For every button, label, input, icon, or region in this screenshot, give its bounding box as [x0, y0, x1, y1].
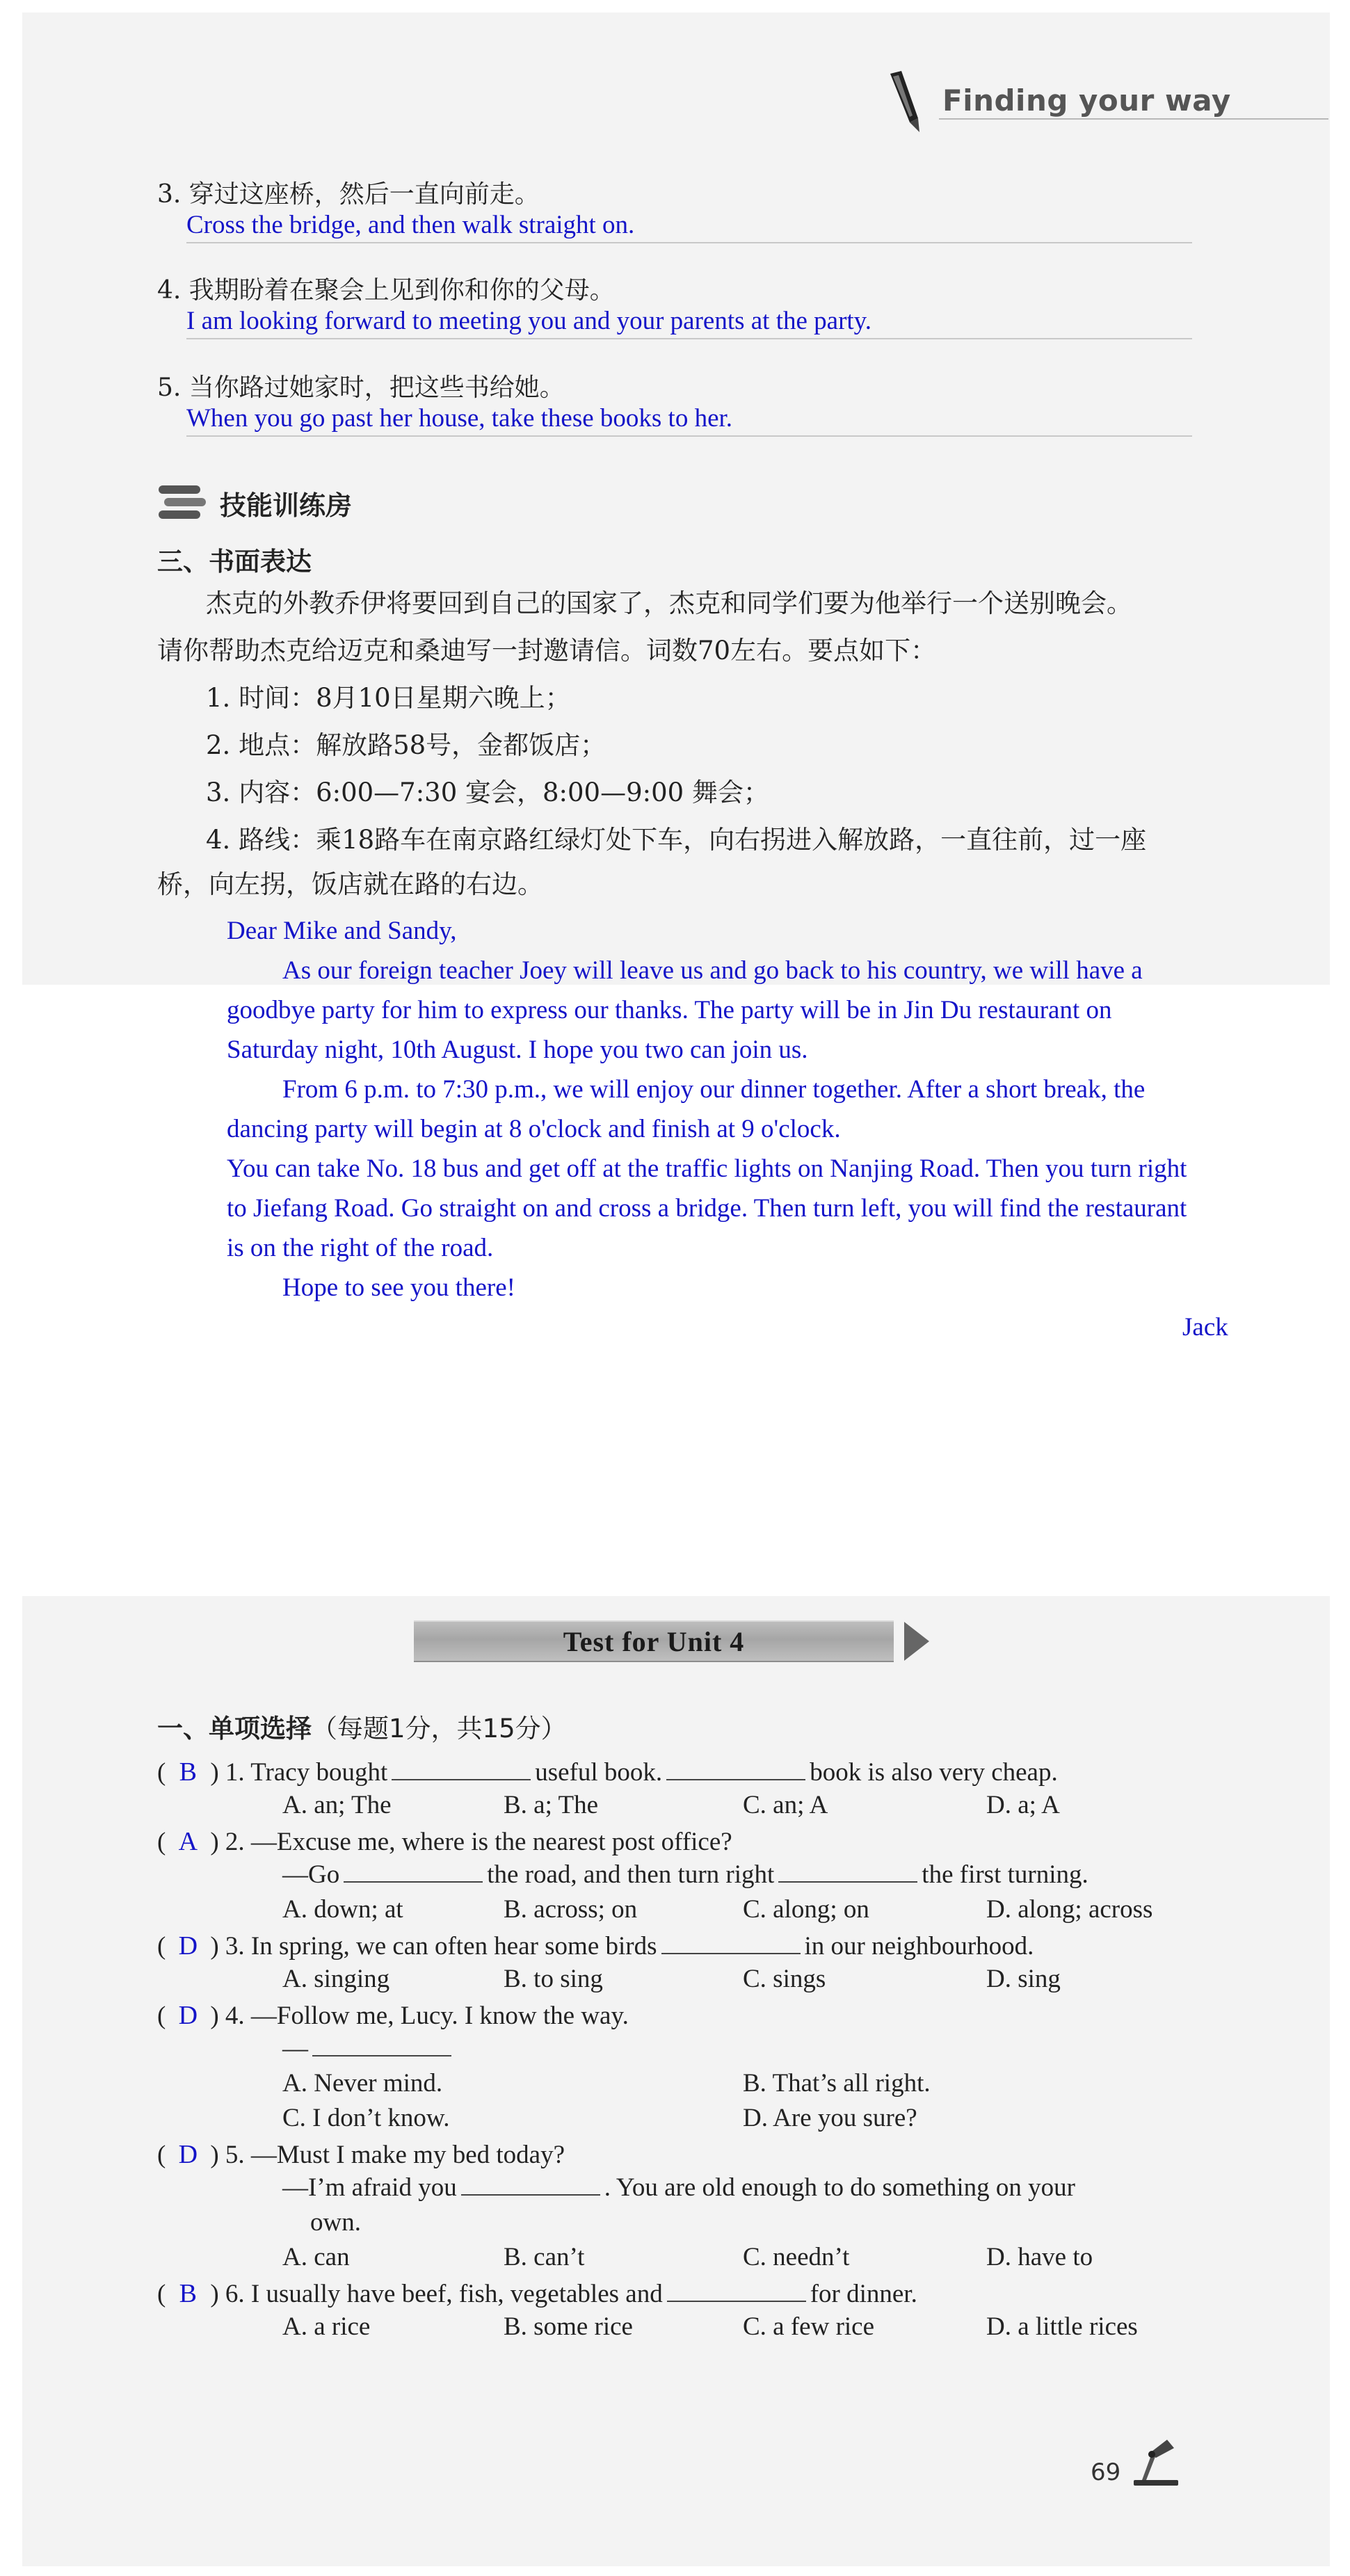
writing-point: 2. 地点：解放路58号，金都饭店；	[206, 730, 606, 760]
test-banner: Test for Unit 4	[414, 1620, 894, 1662]
option: A. Never mind.	[282, 2069, 443, 2098]
pen-icon	[878, 70, 933, 139]
option: D. a; A	[986, 1791, 1060, 1819]
answer-choice: D	[178, 1931, 198, 1961]
option: B. can’t	[504, 2243, 585, 2271]
question-number: 2.	[225, 1828, 245, 1856]
letter-line: to Jiefang Road. Go straight on and cross a bridge. Then turn left, you will find the restaurant	[227, 1194, 1187, 1223]
question-stem: —	[282, 2034, 308, 2063]
answer-choice: D	[178, 2001, 198, 2030]
question-line	[282, 2173, 1075, 2203]
answer-line	[186, 338, 1192, 339]
question: ( D ) 4. —Follow me, Lucy. I know the way.	[157, 2001, 629, 2030]
question-stem: —Must I make my bed today?	[250, 2141, 565, 2169]
translation-answer: I am looking forward to meeting you and your parents at the party.	[186, 307, 872, 335]
page-number: 69	[1091, 2458, 1121, 2486]
answer-blank	[778, 1860, 917, 1883]
option: B. across; on	[504, 1895, 638, 1924]
question-stem: in our neighbourhood.	[804, 1932, 1034, 1961]
mc-heading-title: 一、单项选择	[157, 1714, 312, 1744]
option: A. an; The	[282, 1791, 392, 1819]
writing-point-continued: 桥，向左拐，饭店就在路的右边。	[157, 869, 543, 899]
question: ( A ) 2. —Excuse me, where is the nearest post office?	[157, 1827, 732, 1856]
letter-greeting: Dear Mike and Sandy,	[227, 917, 457, 945]
question-stem: book is also very cheap.	[810, 1758, 1058, 1787]
option: A. can	[282, 2243, 350, 2271]
writing-heading: 三、书面表达	[157, 547, 312, 577]
section-icon	[157, 483, 207, 524]
question-stem: useful book.	[535, 1758, 663, 1787]
answer-choice: D	[178, 2140, 198, 2169]
answer-choice: A	[178, 1827, 198, 1856]
translation-answer: Cross the bridge, and then walk straight on.	[186, 211, 635, 239]
question-number: 3.	[225, 1932, 245, 1961]
question-stem: —I’m afraid you	[282, 2173, 457, 2202]
letter-line: dancing party will begin at 8 o'clock and finish at 9 o'clock.	[227, 1115, 841, 1143]
answer-choice: B	[179, 1757, 197, 1787]
option: D. have to	[986, 2243, 1093, 2271]
translation-item	[157, 275, 1187, 339]
translation-prompt: 5. 当你路过她家时，把这些书给她。	[157, 373, 565, 402]
translation-item	[157, 373, 1187, 437]
option: C. along; on	[743, 1895, 869, 1924]
answer-blank	[661, 1932, 801, 1954]
question-stem: —Go	[282, 1860, 340, 1889]
question-stem: Tracy bought	[250, 1758, 388, 1787]
option: D. a little rices	[986, 2312, 1138, 2341]
option: B. That’s all right.	[743, 2069, 931, 2098]
writing-point: 3. 内容：6:00—7:30 宴会，8:00—9:00 舞会；	[206, 778, 769, 807]
option: B. some rice	[504, 2312, 633, 2341]
header-title: Finding your way	[942, 83, 1231, 118]
option: C. an; A	[743, 1791, 828, 1819]
answer-blank	[344, 1860, 483, 1883]
option: A. a rice	[282, 2312, 371, 2341]
question: ( B ) 6. I usually have beef, fish, vegetables and for dinner.	[157, 2279, 917, 2308]
letter-signature: Jack	[1182, 1313, 1228, 1342]
header-rule	[939, 118, 1328, 120]
answer-line	[186, 242, 1192, 243]
translation-answer: When you go past her house, take these books to her.	[186, 404, 733, 433]
question-stem: the road, and then turn right	[487, 1860, 775, 1889]
option: D. sing	[986, 1965, 1061, 1993]
option: B. a; The	[504, 1791, 598, 1819]
question-number: 6.	[225, 2280, 245, 2308]
letter-line: is on the right of the road.	[227, 1234, 494, 1262]
option: C. a few rice	[743, 2312, 875, 2341]
option: A. down; at	[282, 1895, 403, 1924]
option: A. singing	[282, 1965, 390, 1993]
question-line	[282, 2034, 456, 2063]
translation-item	[157, 179, 1187, 243]
answer-choice: B	[179, 2279, 197, 2308]
option: B. to sing	[504, 1965, 603, 1993]
question-stem: —Follow me, Lucy. I know the way.	[250, 2002, 629, 2030]
translation-prompt: 3. 穿过这座桥，然后一直向前走。	[157, 180, 540, 209]
question-number: 1.	[225, 1758, 245, 1787]
answer-blank	[461, 2173, 600, 2196]
option: D. along; across	[986, 1895, 1153, 1924]
question: ( D ) 3. In spring, we can often hear some birds in our neighbourhood.	[157, 1931, 1034, 1961]
letter-line: goodbye party for him to express our thanks. The party will be in Jin Du restaurant on	[227, 996, 1112, 1024]
question-stem: I usually have beef, fish, vegetables and	[250, 2280, 663, 2308]
answer-blank	[312, 2034, 451, 2056]
mc-heading-note: （每题1分，共15分）	[312, 1714, 567, 1744]
option: C. sings	[743, 1965, 826, 1993]
question-number: 4.	[225, 2002, 245, 2030]
answer-line	[186, 435, 1192, 437]
question-stem: —Excuse me, where is the nearest post office?	[250, 1828, 732, 1856]
letter-closing: Hope to see you there!	[282, 1273, 515, 1302]
desk-lamp-icon	[1128, 2433, 1184, 2491]
question-stem: . You are old enough to do something on your	[604, 2173, 1075, 2202]
letter-line: As our foreign teacher Joey will leave us and go back to his country, we will have a	[282, 956, 1143, 985]
option: C. I don’t know.	[282, 2104, 450, 2132]
letter-line: You can take No. 18 bus and get off at the traffic lights on Nanjing Road. Then you turn right	[227, 1154, 1187, 1183]
question-stem: the first turning.	[922, 1860, 1088, 1889]
question: ( B ) 1. Tracy bought useful book. book is also very cheap.	[157, 1757, 1058, 1787]
writing-point: 1. 时间：8月10日星期六晚上；	[206, 683, 571, 713]
answer-blank	[392, 1758, 531, 1780]
answer-blank	[667, 2280, 806, 2302]
option: D. Are you sure?	[743, 2104, 917, 2132]
writing-point: 4. 路线：乘18路车在南京路红绿灯处下车，向右拐进入解放路，一直往前，过一座	[206, 825, 1147, 855]
question-stem: In spring, we can often hear some birds	[250, 1932, 657, 1961]
translation-prompt: 4. 我期盼着在聚会上见到你和你的父母。	[157, 276, 615, 305]
question-line	[282, 1860, 1088, 1890]
writing-prompt-line: 请你帮助杰克给迈克和桑迪写一封邀请信。词数70左右。要点如下：	[157, 636, 937, 666]
banner-arrow-icon	[903, 1620, 931, 1665]
section-title: 技能训练房	[220, 490, 353, 521]
question-number: 5.	[225, 2141, 245, 2169]
writing-prompt-line: 杰克的外教乔伊将要回到自己的国家了，杰克和同学们要为他举行一个送别晚会。	[206, 588, 1132, 618]
question-line: own.	[310, 2208, 361, 2237]
answer-blank	[666, 1758, 805, 1780]
question: ( D ) 5. —Must I make my bed today?	[157, 2140, 565, 2169]
letter-line: Saturday night, 10th August. I hope you two can join us.	[227, 1036, 808, 1064]
option: C. needn’t	[743, 2243, 850, 2271]
mc-heading	[157, 1707, 567, 1745]
letter-line: From 6 p.m. to 7:30 p.m., we will enjoy our dinner together. After a short break, the	[282, 1075, 1146, 1104]
question-stem: for dinner.	[810, 2280, 917, 2308]
